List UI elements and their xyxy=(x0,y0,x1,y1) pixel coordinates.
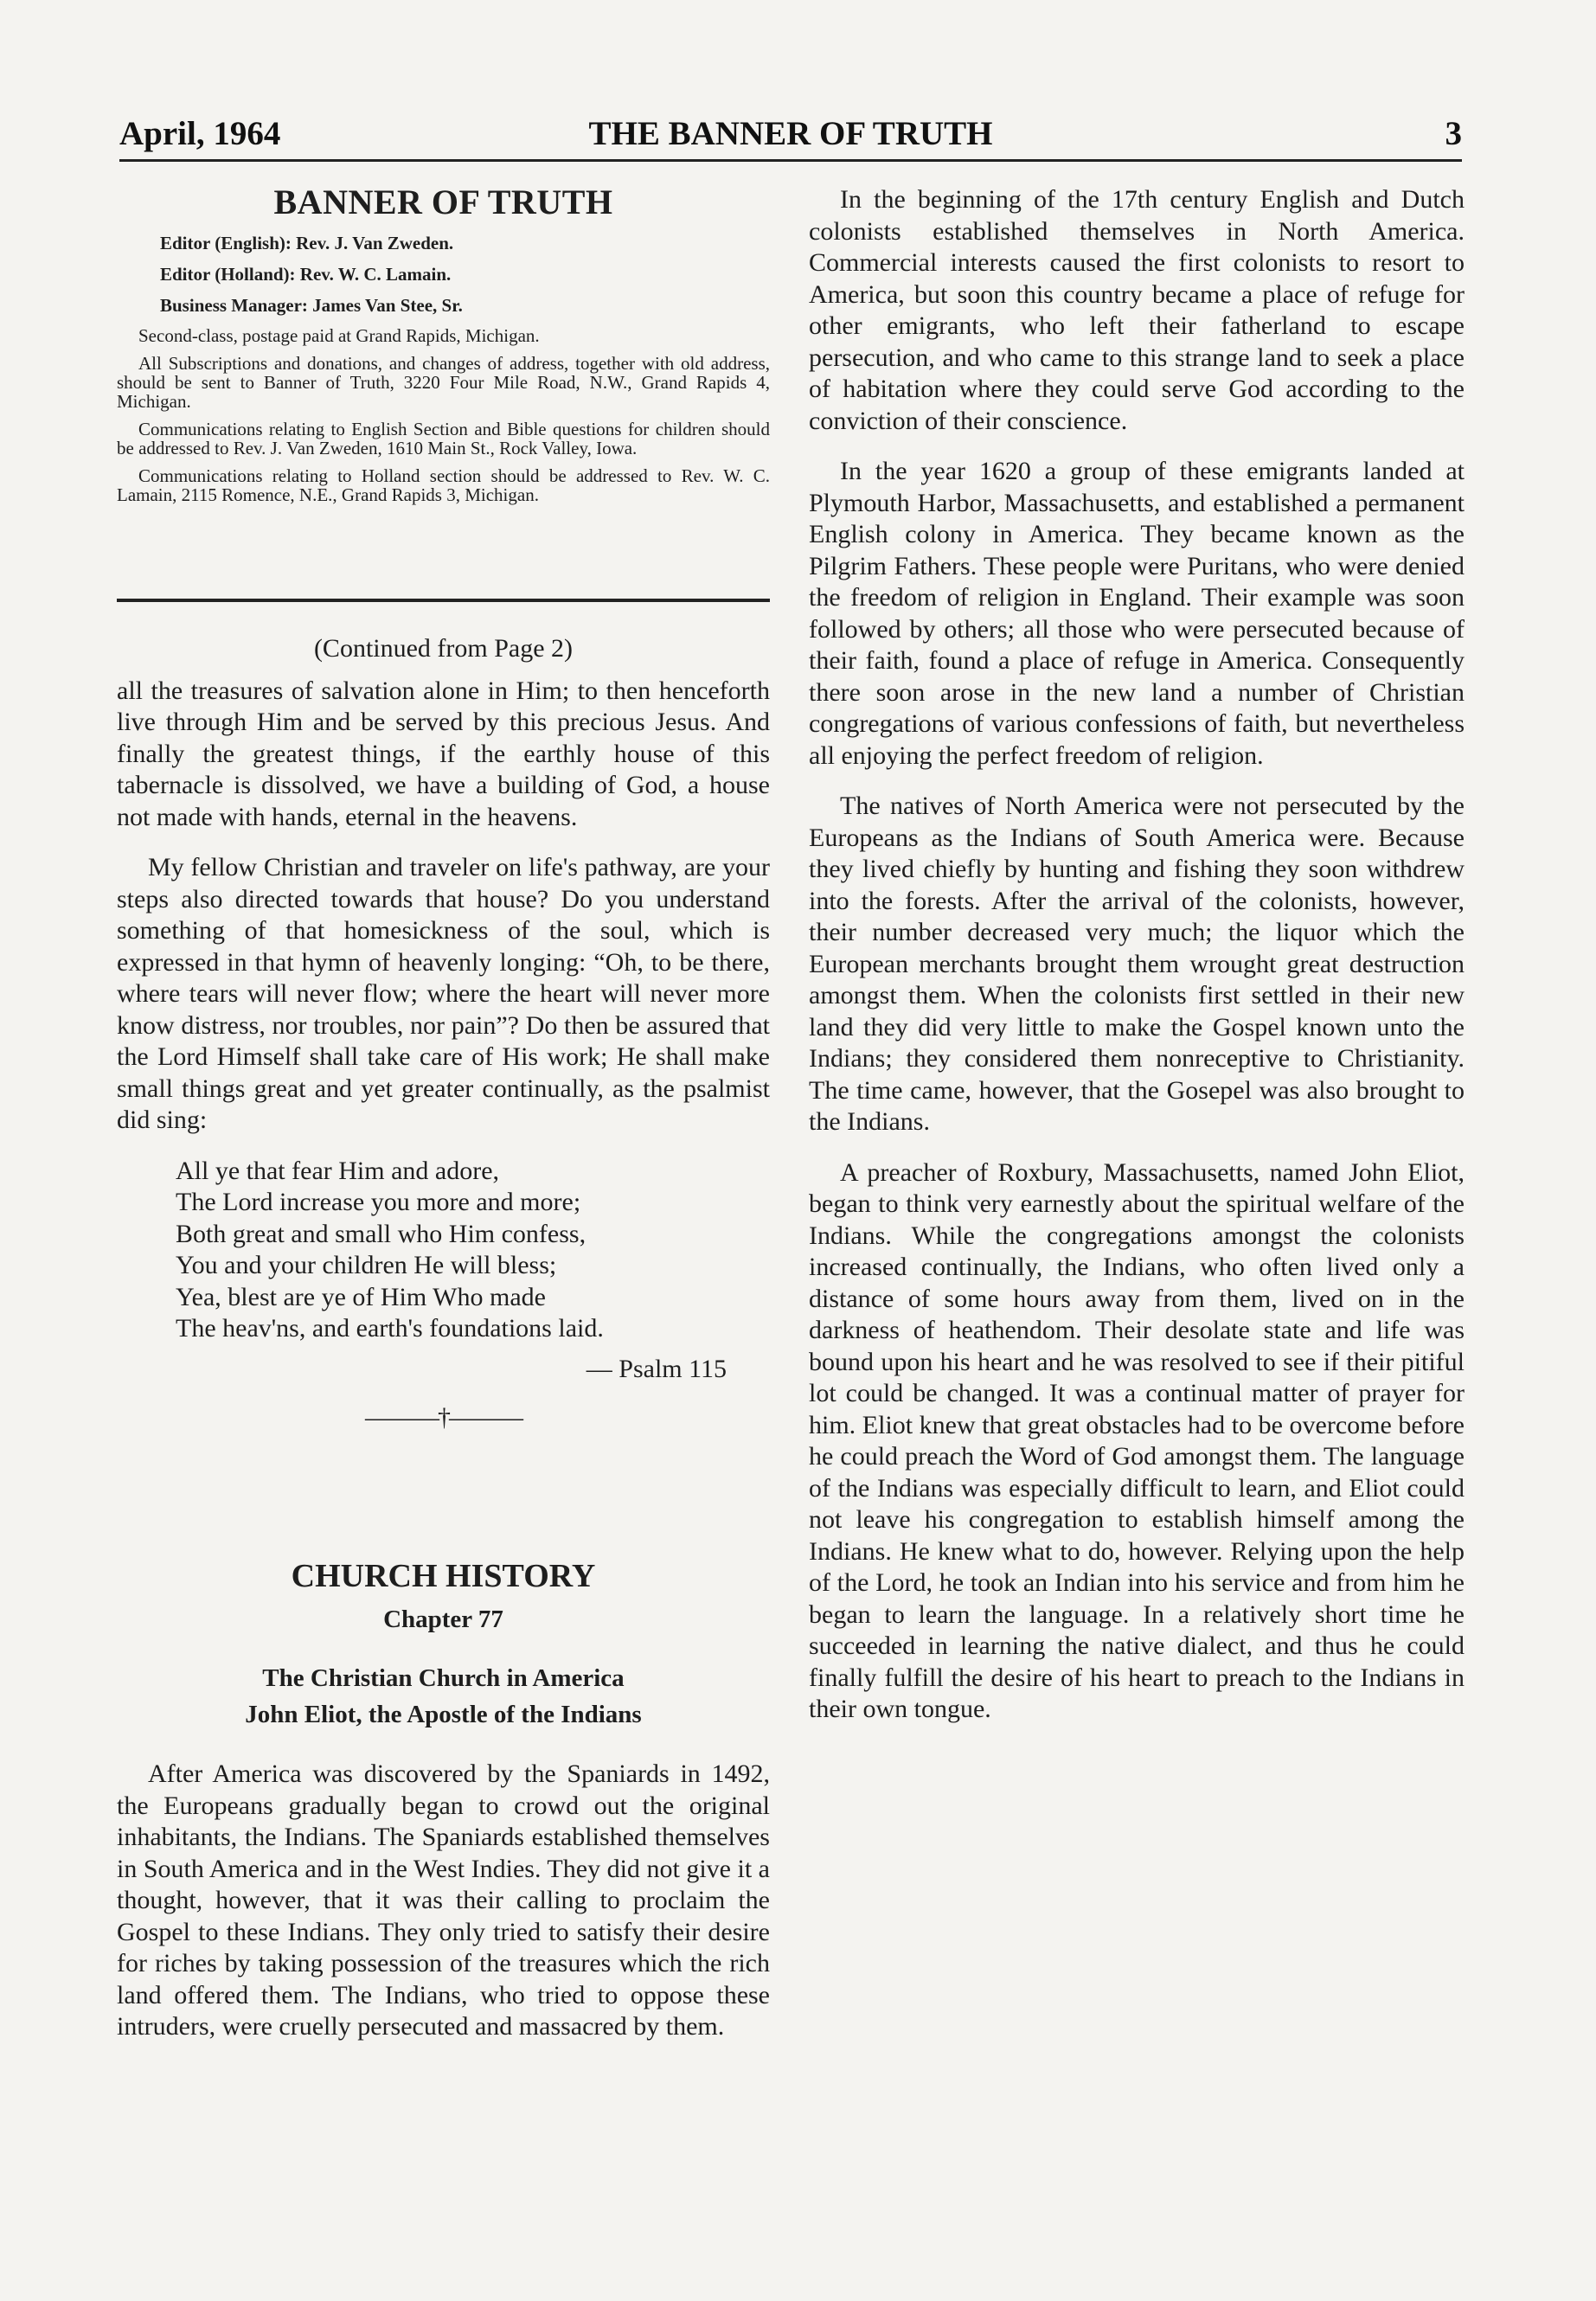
poem-line: Yea, blest are ye of Him Who made xyxy=(176,1282,546,1311)
continued-paragraph: My fellow Christian and traveler on life's pathway, are your steps also directed towards that house? Do you understand something of that homesickness of the soul, which is expressed in that hymn of heavenly longing: “Oh, to be there, where tears will never flow; where the heart will never more know distress, nor troubles, nor pain”? Do then be assured that the Lord Himself shall take care of His work; He shall make small things great and yet greater continually, as the psalmist did sing: xyxy=(117,853,770,1134)
page-number: 3 xyxy=(1445,115,1462,152)
issue-date: April, 1964 xyxy=(119,115,281,152)
right-column xyxy=(809,184,1465,1745)
poem-line: The heav'ns, and earth's foundations laid. xyxy=(176,1314,604,1343)
history-paragraph: In the year 1620 a group of these emigrants landed at Plymouth Harbor, Massachusetts, and established a permanent English colony in America. They became known as the Pilgrim Fathers. These people were Puritans, who were denied the freedom of religion in England. Their example was soon followed by others; all those who were persecuted because of their faith, found a place of refuge in America. Consequently there soon arose in the new land a number of Christian congregations of various confessions of faith, but nevertheless all enjoying the perfect freedom of religion. xyxy=(809,457,1465,770)
poem-line: You and your children He will bless; xyxy=(176,1251,557,1279)
psalm-verse xyxy=(176,1156,770,1345)
masthead-divider xyxy=(117,599,770,602)
poem-line: Both great and small who Him confess, xyxy=(176,1219,586,1248)
poem-line: The Lord increase you more and more; xyxy=(176,1188,581,1216)
chapter-label: Chapter 77 xyxy=(383,1606,503,1633)
editor-english: Editor (English): Rev. J. Van Zweden. xyxy=(160,233,454,253)
holland-communications-note: Communications relating to Holland section should be addressed to Rev. W. C. Lamain, 2115 Romence, N.E., Grand Rapids 3, Michigan. xyxy=(117,465,770,505)
publication-title: THE BANNER OF TRUTH xyxy=(588,115,993,152)
continued-heading: (Continued from Page 2) xyxy=(313,634,574,663)
church-history-section xyxy=(117,1557,770,2062)
english-communications-note: Communications relating to English Section and Bible questions for children should be addressed to Rev. J. Van Zweden, 1610 Main St., Rock Valley, Iowa. xyxy=(117,419,770,458)
section-divider: ———†——— xyxy=(365,1403,522,1432)
masthead xyxy=(117,182,770,513)
subscriptions-note: All Subscriptions and donations, and changes of address, together with old address, should be sent to Banner of Truth, 3220 Four Mile Road, N.W., Grand Rapids 4, Michigan. xyxy=(117,353,770,412)
poem-line: All ye that fear Him and adore, xyxy=(176,1156,500,1185)
history-paragraph: In the beginning of the 17th century English and Dutch colonists established themselves in North America. Commercial interests caused the first colonists to resort to America, but soon this country became a place of refuge for other emigrants, who left their fatherland to escape persecution, and who came to this strange land to seek a place of habitation where they could serve God according to the conviction of their conscience. xyxy=(809,185,1465,435)
business-manager: Business Manager: James Van Stee, Sr. xyxy=(160,295,463,316)
postage-note: Second-class, postage paid at Grand Rapids, Michigan. xyxy=(138,325,540,346)
history-paragraph: After America was discovered by the Spaniards in 1492, the Europeans gradually began to crowd out the original inhabitants, the Indians. The Spaniards established themselves in South America and in the West Indies. They did not give it a thought, however, that it was their calling to proclaim the Gospel to these Indians. They only tried to satisfy their desire for riches by taking possession of the treasures which the rich land offered them. The Indians, who tried to oppose these intruders, were cruelly persecuted and massacred by them. xyxy=(117,1759,770,2041)
psalm-attribution: — Psalm 115 xyxy=(586,1354,727,1383)
running-header xyxy=(119,111,1462,162)
subtitle-line: The Christian Church in America xyxy=(262,1664,625,1692)
history-paragraph: A preacher of Roxbury, Massachusetts, named John Eliot, began to think very earnestly about the spiritual welfare of the Indians. While the congregations amongst the colonists increased continually, the Indians, who often lived only a distance of some hours away from them, lived on in the darkness of heathendom. Their desolate state and life was bound upon his heart and he was resolved to see if their pitiful lot could be changed. It was a continual matter of prayer for him. Eliot knew that great obstacles had to be overcome before he could preach the Word of God amongst them. The language of the Indians was especially difficult to learn, and Eliot could not leave his congregation to establish himself among the Indians. He knew what to do, however. Relying upon the help of the Lord, he took an Indian into his service and from him he began to learn the language. In a relatively short time he succeeded in learning the native dialect, and thus he could finally fulfill the desire of his heart to preach to the Indians in their own tongue. xyxy=(809,1157,1465,1723)
section-subtitle xyxy=(117,1660,770,1733)
subtitle-line: John Eliot, the Apostle of the Indians xyxy=(245,1701,642,1728)
continued-paragraph: all the treasures of salvation alone in Him; to then henceforth live through Him and be served by this precious Jesus. And finally the greatest things, if the earthly house of this tabernacle is dissolved, we have a building of God, a house not made with hands, eternal in the heavens. xyxy=(117,676,770,831)
history-paragraph: The natives of North America were not persecuted by the Europeans as the Indians of South America were. Because they lived chiefly by hunting and fishing they soon withdrew into the forests. After the arrival of the colonists, however, their number decreased very much; the liquor which the European merchants brought them wrought great destruction amongst them. When the colonists first settled in their new land they did very little to make the Gospel known unto the Indians; they considered them nonreceptive to Christianity. The time came, however, that the Gosepel was also brought to the Indians. xyxy=(809,792,1465,1136)
editor-holland: Editor (Holland): Rev. W. C. Lamain. xyxy=(160,264,452,285)
masthead-title: BANNER OF TRUTH xyxy=(273,183,613,221)
section-title: CHURCH HISTORY xyxy=(291,1558,596,1594)
continued-article xyxy=(117,633,770,1434)
